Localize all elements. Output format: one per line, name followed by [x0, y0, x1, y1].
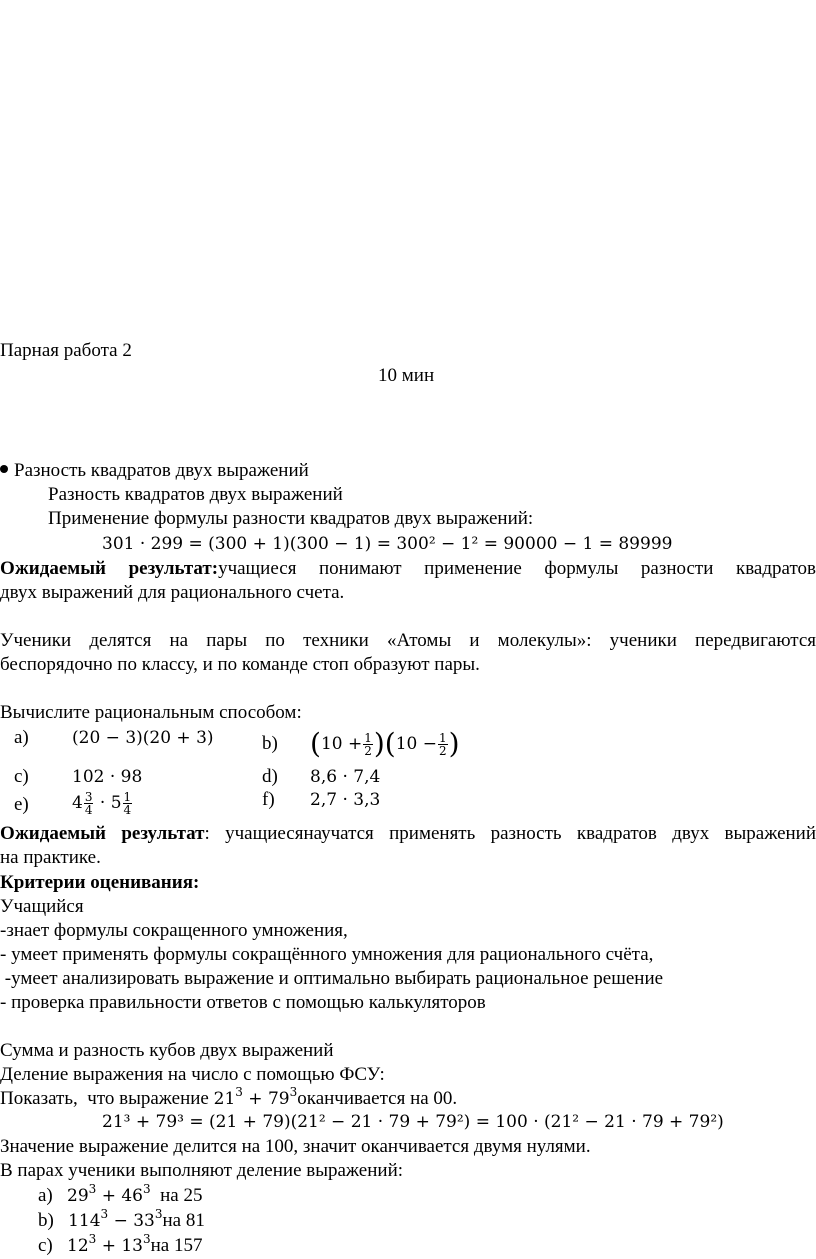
- exercise-label: b): [262, 733, 278, 754]
- exercise-expr: (10 + $\frac{1}{2}$ )(10 − $\frac{1}{2}$ ): [310, 727, 460, 760]
- exercise-expr: 2,7 · 3,3: [310, 790, 381, 810]
- pairs-text: Ученики делятся на пары по техники «Атомы и молекулы»: ученики передвигаются: [0, 630, 816, 651]
- expected-result: Ожидаемый результат:учащиеся понимают применение формулы разности квадратов: [0, 558, 816, 579]
- exercise-label: d): [262, 766, 278, 787]
- expected-result: Ожидаемый результат: учащиесянаучатся применять разность квадратов двух выражений: [0, 823, 816, 844]
- cubes-item: b) $114^3 - 33^3на$ 81: [38, 1207, 205, 1231]
- criteria-subject: Учащийся: [0, 896, 84, 917]
- topic-bullet: Разность квадратов двух выражений: [0, 460, 309, 482]
- exercise-title: Вычислите рациональным способом:: [0, 702, 302, 723]
- pairs-text-cont: беспорядочно по классу, и по команде стоп образуют пары.: [0, 654, 480, 675]
- exercise-label: f): [262, 789, 275, 810]
- bullet-icon: [0, 465, 8, 473]
- topic-line: Разность квадратов двух выражений: [48, 484, 343, 505]
- exercise-expr: (20 − 3)(20 + 3): [72, 728, 214, 748]
- page-title: Парная работа 2: [0, 340, 132, 361]
- exercise-expr: 4 $\frac{3}{4}$ · 5 $\frac{1}{4}$: [72, 790, 132, 817]
- exercise-expr: 102 · 98: [72, 767, 143, 787]
- cubes-show: Показать, что выражение $21^3$ + $79^3оканчивается$ на 00.: [0, 1085, 458, 1109]
- expected-result-cont: двух выражений для рационального счета.: [0, 582, 345, 603]
- cubes-line: Деление выражения на число с помощью ФСУ:: [0, 1064, 385, 1085]
- exercise-label: e): [14, 794, 29, 815]
- formula-line: 21³ + 79³ = (21 + 79)(21² − 21 · 79 + 79²) = 100 · (21² − 21 · 79 + 79²): [102, 1112, 724, 1132]
- exercise-label: a): [14, 727, 29, 748]
- exercise-expr: 8,6 · 7,4: [310, 767, 381, 787]
- cubes-item: a) $29^3 + 46^3$ на 25: [38, 1182, 203, 1206]
- criteria-title: Критерии оценивания:: [0, 872, 200, 893]
- topic-line: Применение формулы разности квадратов двух выражений:: [48, 508, 534, 529]
- criteria-item: -умеет анализировать выражение и оптимально выбирать рациональное решение: [0, 968, 664, 989]
- criteria-item: - умеет применять формулы сокращённого умножения для рационального счёта,: [0, 944, 654, 965]
- cubes-conclusion: Значение выражение делится на 100, значит оканчивается двумя нулями.: [0, 1136, 591, 1157]
- criteria-item: -знает формулы сокращенного умножения,: [0, 920, 348, 941]
- cubes-item: c) $12^3 + 13^3на$ 157: [38, 1232, 203, 1256]
- time-label: 10 мин: [378, 365, 435, 386]
- section-title: Сумма и разность кубов двух выражений: [0, 1040, 334, 1061]
- cubes-task: В парах ученики выполняют деление выражений:: [0, 1160, 404, 1181]
- criteria-item: - проверка правильности ответов с помощью калькуляторов: [0, 992, 486, 1013]
- exercise-label: c): [14, 766, 29, 787]
- formula-line: 301 · 299 = (300 + 1)(300 − 1) = 300² − 1² = 90000 − 1 = 89999: [102, 534, 673, 554]
- expected-result-cont: на практике.: [0, 847, 101, 868]
